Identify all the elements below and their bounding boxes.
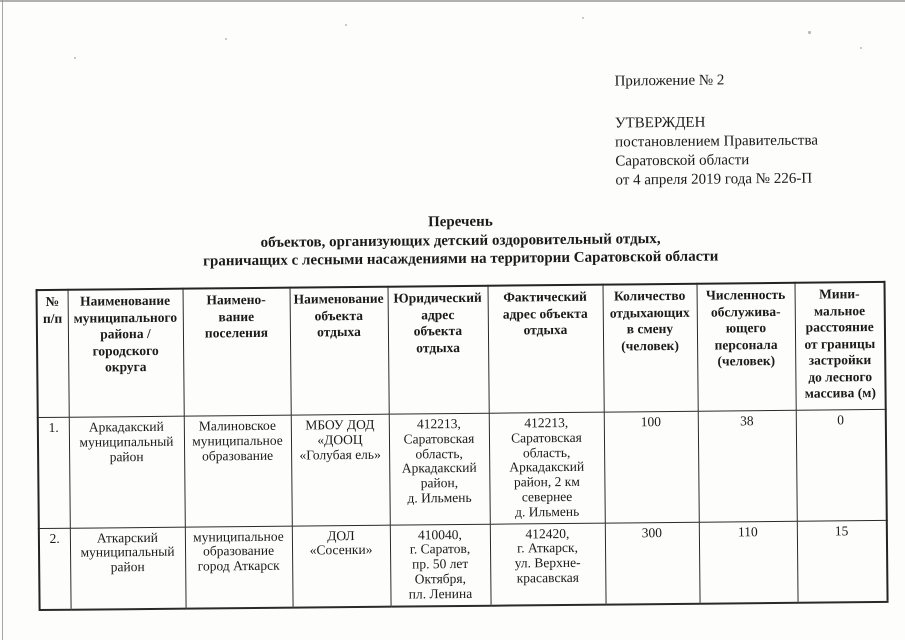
header-cell-number: № п/п <box>37 290 69 418</box>
facilities-table <box>36 281 889 611</box>
table-row <box>39 520 888 610</box>
cell-number: 1. <box>38 417 70 528</box>
table-header-row <box>37 282 886 418</box>
header-cell-facility-name: Наименование объекта отдыха <box>290 287 389 415</box>
cell-facility-name: ДОЛ «Сосенки» <box>292 525 391 607</box>
cell-legal-address: 410040, г. Саратов, пр. 50 лет Октября, пл. Ленина <box>390 524 491 606</box>
document-title: Перечень объектов, организующих детский оздоровительный отдых, граничащих с лесными насаждениями на территории Саратовской области <box>203 213 719 270</box>
header-cell-municipal-district: Наименование муниципального района / городского округа <box>68 289 184 418</box>
header-cell-staff: Численность обслужива- ющего персонала (человек) <box>697 283 796 411</box>
header-cell-actual-address: Фактический адрес объекта отдыха <box>488 285 604 414</box>
cell-settlement: муниципальное образование город Аткарск <box>185 526 293 609</box>
cell-vacationers: 100 <box>604 411 699 522</box>
cell-actual-address: 412420, г. Аткарск, ул. Верхне- красавская <box>490 523 606 606</box>
cell-vacationers: 300 <box>605 522 700 604</box>
cell-facility-name: МБОУ ДОД «ДООЦ «Голубая ель» <box>291 414 390 526</box>
table-row <box>38 409 887 528</box>
cell-min-distance: 0 <box>796 409 887 520</box>
appendix-label: Приложение № 2 <box>614 72 725 90</box>
cell-staff: 110 <box>699 521 798 603</box>
cell-actual-address: 412213, Саратовская область, Аркадакский район, 2 км севернее д. Ильмень <box>489 412 605 524</box>
cell-min-distance: 15 <box>797 520 888 602</box>
cell-number: 2. <box>39 528 71 610</box>
header-cell-vacationers: Количество отдыхающих в смену (человек) <box>603 284 698 412</box>
cell-settlement: Малиновское муниципальное образование <box>184 415 292 527</box>
cell-municipal-district: Аркадакский муниципальный район <box>69 416 185 528</box>
cell-legal-address: 412213, Саратовская область, Аркадакский район, д. Ильмень <box>389 413 490 525</box>
header-cell-min-distance: Мини- мальное расстояние от границы застройки до лесного массива (м) <box>794 282 885 410</box>
cell-staff: 38 <box>698 410 797 522</box>
cell-municipal-district: Аткарский муниципальный район <box>70 527 186 610</box>
header-cell-legal-address: Юридический адрес объекта отдыха <box>388 286 489 414</box>
header-cell-settlement: Наимено- вание поселения <box>183 288 291 417</box>
approval-block: УТВЕРЖДЕН постановлением Правительства Саратовской области от 4 апреля 2019 года № 226-П <box>614 114 819 189</box>
